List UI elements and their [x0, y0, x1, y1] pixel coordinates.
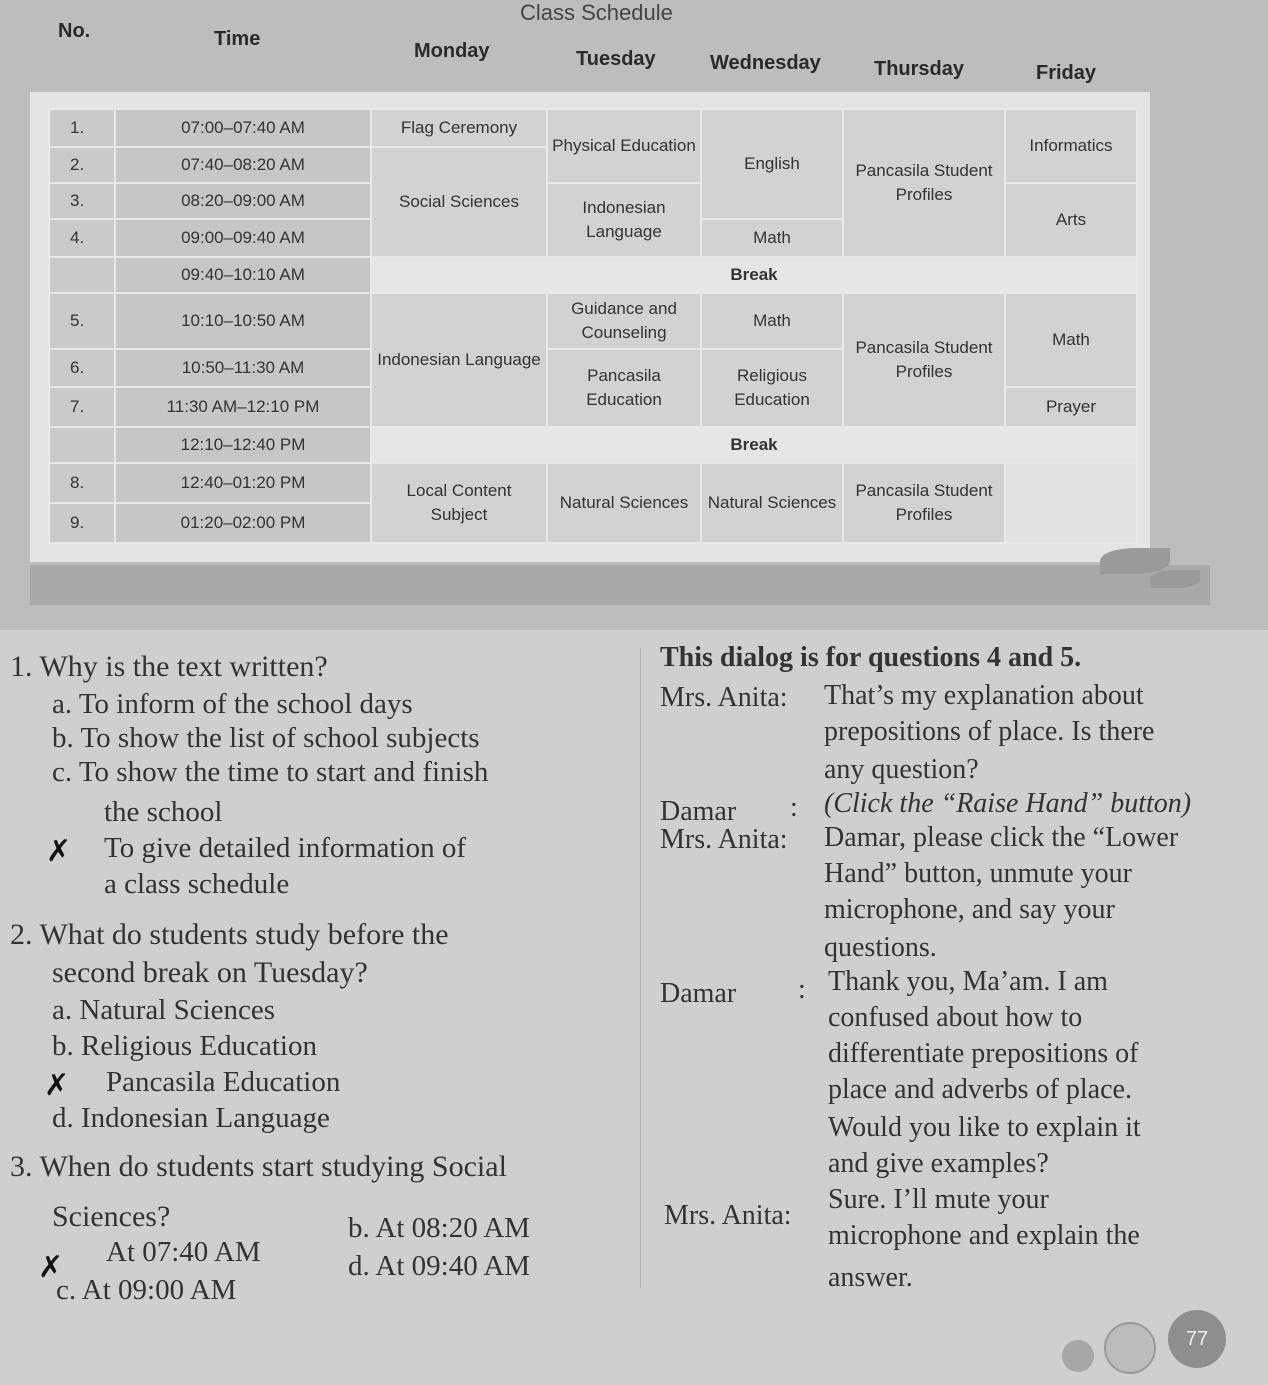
row-number — [49, 257, 115, 293]
page-number: 77 — [1168, 1310, 1226, 1368]
subject-cell: Arts — [1005, 183, 1137, 257]
break-cell: Break — [371, 257, 1137, 293]
question-1-option-c-cont: the school — [104, 796, 223, 828]
time-cell: 07:40–08:20 AM — [115, 147, 371, 183]
subject-cell: Prayer — [1005, 387, 1137, 427]
schedule-panel — [0, 0, 1268, 630]
subject-cell: Natural Sciences — [701, 463, 843, 543]
subject-cell: Flag Ceremony — [371, 109, 547, 147]
question-2-option-b: b. Religious Education — [52, 1030, 317, 1062]
dialog-line: Would you like to explain it — [828, 1112, 1141, 1143]
table-row — [49, 427, 1137, 463]
decorative-dot — [1062, 1340, 1094, 1372]
question-3-option-b: b. At 08:20 AM — [348, 1212, 531, 1244]
table-row — [49, 463, 1137, 503]
row-number: 9. — [49, 503, 115, 543]
row-number: 7. — [49, 387, 115, 427]
header-time: Time — [214, 28, 261, 50]
dialog-colon: : — [798, 974, 806, 1005]
subject-cell: Math — [1005, 293, 1137, 387]
question-2-option-d: d. Indonesian Language — [52, 1102, 330, 1134]
question-3-option-d: d. At 09:40 AM — [348, 1250, 531, 1282]
dialog-line: and give examples? — [828, 1148, 1049, 1179]
empty-cell — [1005, 463, 1137, 543]
header-wednesday: Wednesday — [710, 52, 821, 74]
time-cell: 07:00–07:40 AM — [115, 109, 371, 147]
dialog-speaker: Mrs. Anita: — [664, 1200, 792, 1231]
subject-cell: Natural Sciences — [547, 463, 701, 543]
column-divider — [640, 648, 641, 1288]
question-1-option-d: To give detailed information of — [104, 832, 466, 864]
dialog-line: That’s my explanation about — [824, 680, 1144, 711]
dialog-line: (Click the “Raise Hand” button) — [824, 788, 1192, 819]
leaf-decoration — [1100, 548, 1170, 574]
table-row — [49, 109, 1137, 147]
dialog-line: microphone and explain the — [828, 1220, 1140, 1251]
subject-cell: Guidance and Counseling — [547, 293, 701, 349]
row-number: 2. — [49, 147, 115, 183]
subject-cell: Math — [701, 219, 843, 257]
subject-cell: Math — [701, 293, 843, 349]
subject-cell: Pancasila Education — [547, 349, 701, 427]
dialog-line: any question? — [824, 754, 979, 785]
question-3-option-c: c. At 09:00 AM — [56, 1274, 237, 1306]
decorative-dot — [1104, 1322, 1156, 1374]
header-no: No. — [58, 20, 91, 42]
time-cell: 10:10–10:50 AM — [115, 293, 371, 349]
subject-cell: Social Sciences — [371, 147, 547, 257]
dialog-line: confused about how to — [828, 1002, 1083, 1033]
row-number: 5. — [49, 293, 115, 349]
time-cell: 12:10–12:40 PM — [115, 427, 371, 463]
dialog-speaker: Damar — [660, 978, 737, 1009]
subject-cell: Religious Education — [701, 349, 843, 427]
header-tuesday: Tuesday — [576, 48, 656, 70]
question-1-option-b: b. To show the list of school subjects — [52, 722, 480, 754]
question-1-stem: 1. Why is the text written? — [10, 650, 328, 683]
question-1-option-d-cont: a class schedule — [104, 868, 290, 900]
header-monday: Monday — [414, 40, 490, 62]
panel-bottom-strip — [30, 565, 1210, 605]
subject-cell: Indonesian Language — [371, 293, 547, 427]
row-number: 3. — [49, 183, 115, 219]
row-number: 8. — [49, 463, 115, 503]
dialog-line: questions. — [824, 932, 937, 963]
time-cell: 10:50–11:30 AM — [115, 349, 371, 387]
header-thursday: Thursday — [874, 58, 965, 80]
schedule-table — [48, 108, 1138, 544]
subject-cell: Pancasila Student Profiles — [843, 109, 1005, 257]
subject-cell: English — [701, 109, 843, 219]
leaf-decoration — [1150, 570, 1200, 588]
answer-mark-icon: ✗ — [46, 834, 72, 869]
question-3-option-a: At 07:40 AM — [106, 1236, 261, 1268]
dialog-line: answer. — [828, 1262, 913, 1293]
dialog-line: differentiate prepositions of — [828, 1038, 1139, 1069]
time-cell: 09:00–09:40 AM — [115, 219, 371, 257]
dialog-speaker: Damar — [660, 796, 737, 827]
dialog-line: microphone, and say your — [824, 894, 1115, 925]
question-1-option-a: a. To inform of the school days — [52, 688, 413, 720]
dialog-line: prepositions of place. Is there — [824, 716, 1155, 747]
answer-mark-icon: ✗ — [44, 1068, 70, 1103]
dialog-speaker: Mrs. Anita: — [660, 682, 788, 713]
subject-cell: Pancasila Student Profiles — [843, 463, 1005, 543]
dialog-colon: : — [790, 792, 798, 823]
time-cell: 11:30 AM–12:10 PM — [115, 387, 371, 427]
answer-mark-icon: ✗ — [38, 1250, 64, 1285]
question-2-option-a: a. Natural Sciences — [52, 994, 276, 1026]
dialog-line: Hand” button, unmute your — [824, 858, 1132, 889]
subject-cell: Pancasila Student Profiles — [843, 293, 1005, 427]
time-cell: 08:20–09:00 AM — [115, 183, 371, 219]
dialog-line: place and adverbs of place. — [828, 1074, 1132, 1105]
break-cell: Break — [371, 427, 1137, 463]
question-2-stem: 2. What do students study before the — [10, 918, 449, 951]
subject-cell: Local Content Subject — [371, 463, 547, 543]
subject-cell: Informatics — [1005, 109, 1137, 183]
subject-cell: Indonesian Language — [547, 183, 701, 257]
row-number: 4. — [49, 219, 115, 257]
row-number — [49, 427, 115, 463]
time-cell: 01:20–02:00 PM — [115, 503, 371, 543]
subject-cell: Physical Education — [547, 109, 701, 183]
row-number: 6. — [49, 349, 115, 387]
time-cell: 09:40–10:10 AM — [115, 257, 371, 293]
dialog-line: Damar, please click the “Lower — [824, 822, 1179, 853]
schedule-title: Class Schedule — [520, 0, 673, 25]
table-row — [49, 257, 1137, 293]
question-3-stem-cont: Sciences? — [52, 1200, 171, 1233]
dialog-heading: This dialog is for questions 4 and 5. — [660, 642, 1082, 673]
dialog-line: Thank you, Ma’am. I am — [828, 966, 1108, 997]
question-1-option-c: c. To show the time to start and finish — [52, 756, 489, 788]
header-friday: Friday — [1036, 62, 1097, 84]
time-cell: 12:40–01:20 PM — [115, 463, 371, 503]
question-3-stem: 3. When do students start studying Social — [10, 1150, 507, 1183]
row-number: 1. — [49, 109, 115, 147]
question-2-stem-cont: second break on Tuesday? — [52, 956, 368, 989]
question-2-option-c: Pancasila Education — [106, 1066, 341, 1098]
dialog-speaker: Mrs. Anita: — [660, 824, 788, 855]
dialog-line: Sure. I’ll mute your — [828, 1184, 1049, 1215]
schedule-header-row — [0, 18, 1150, 98]
table-row — [49, 293, 1137, 349]
